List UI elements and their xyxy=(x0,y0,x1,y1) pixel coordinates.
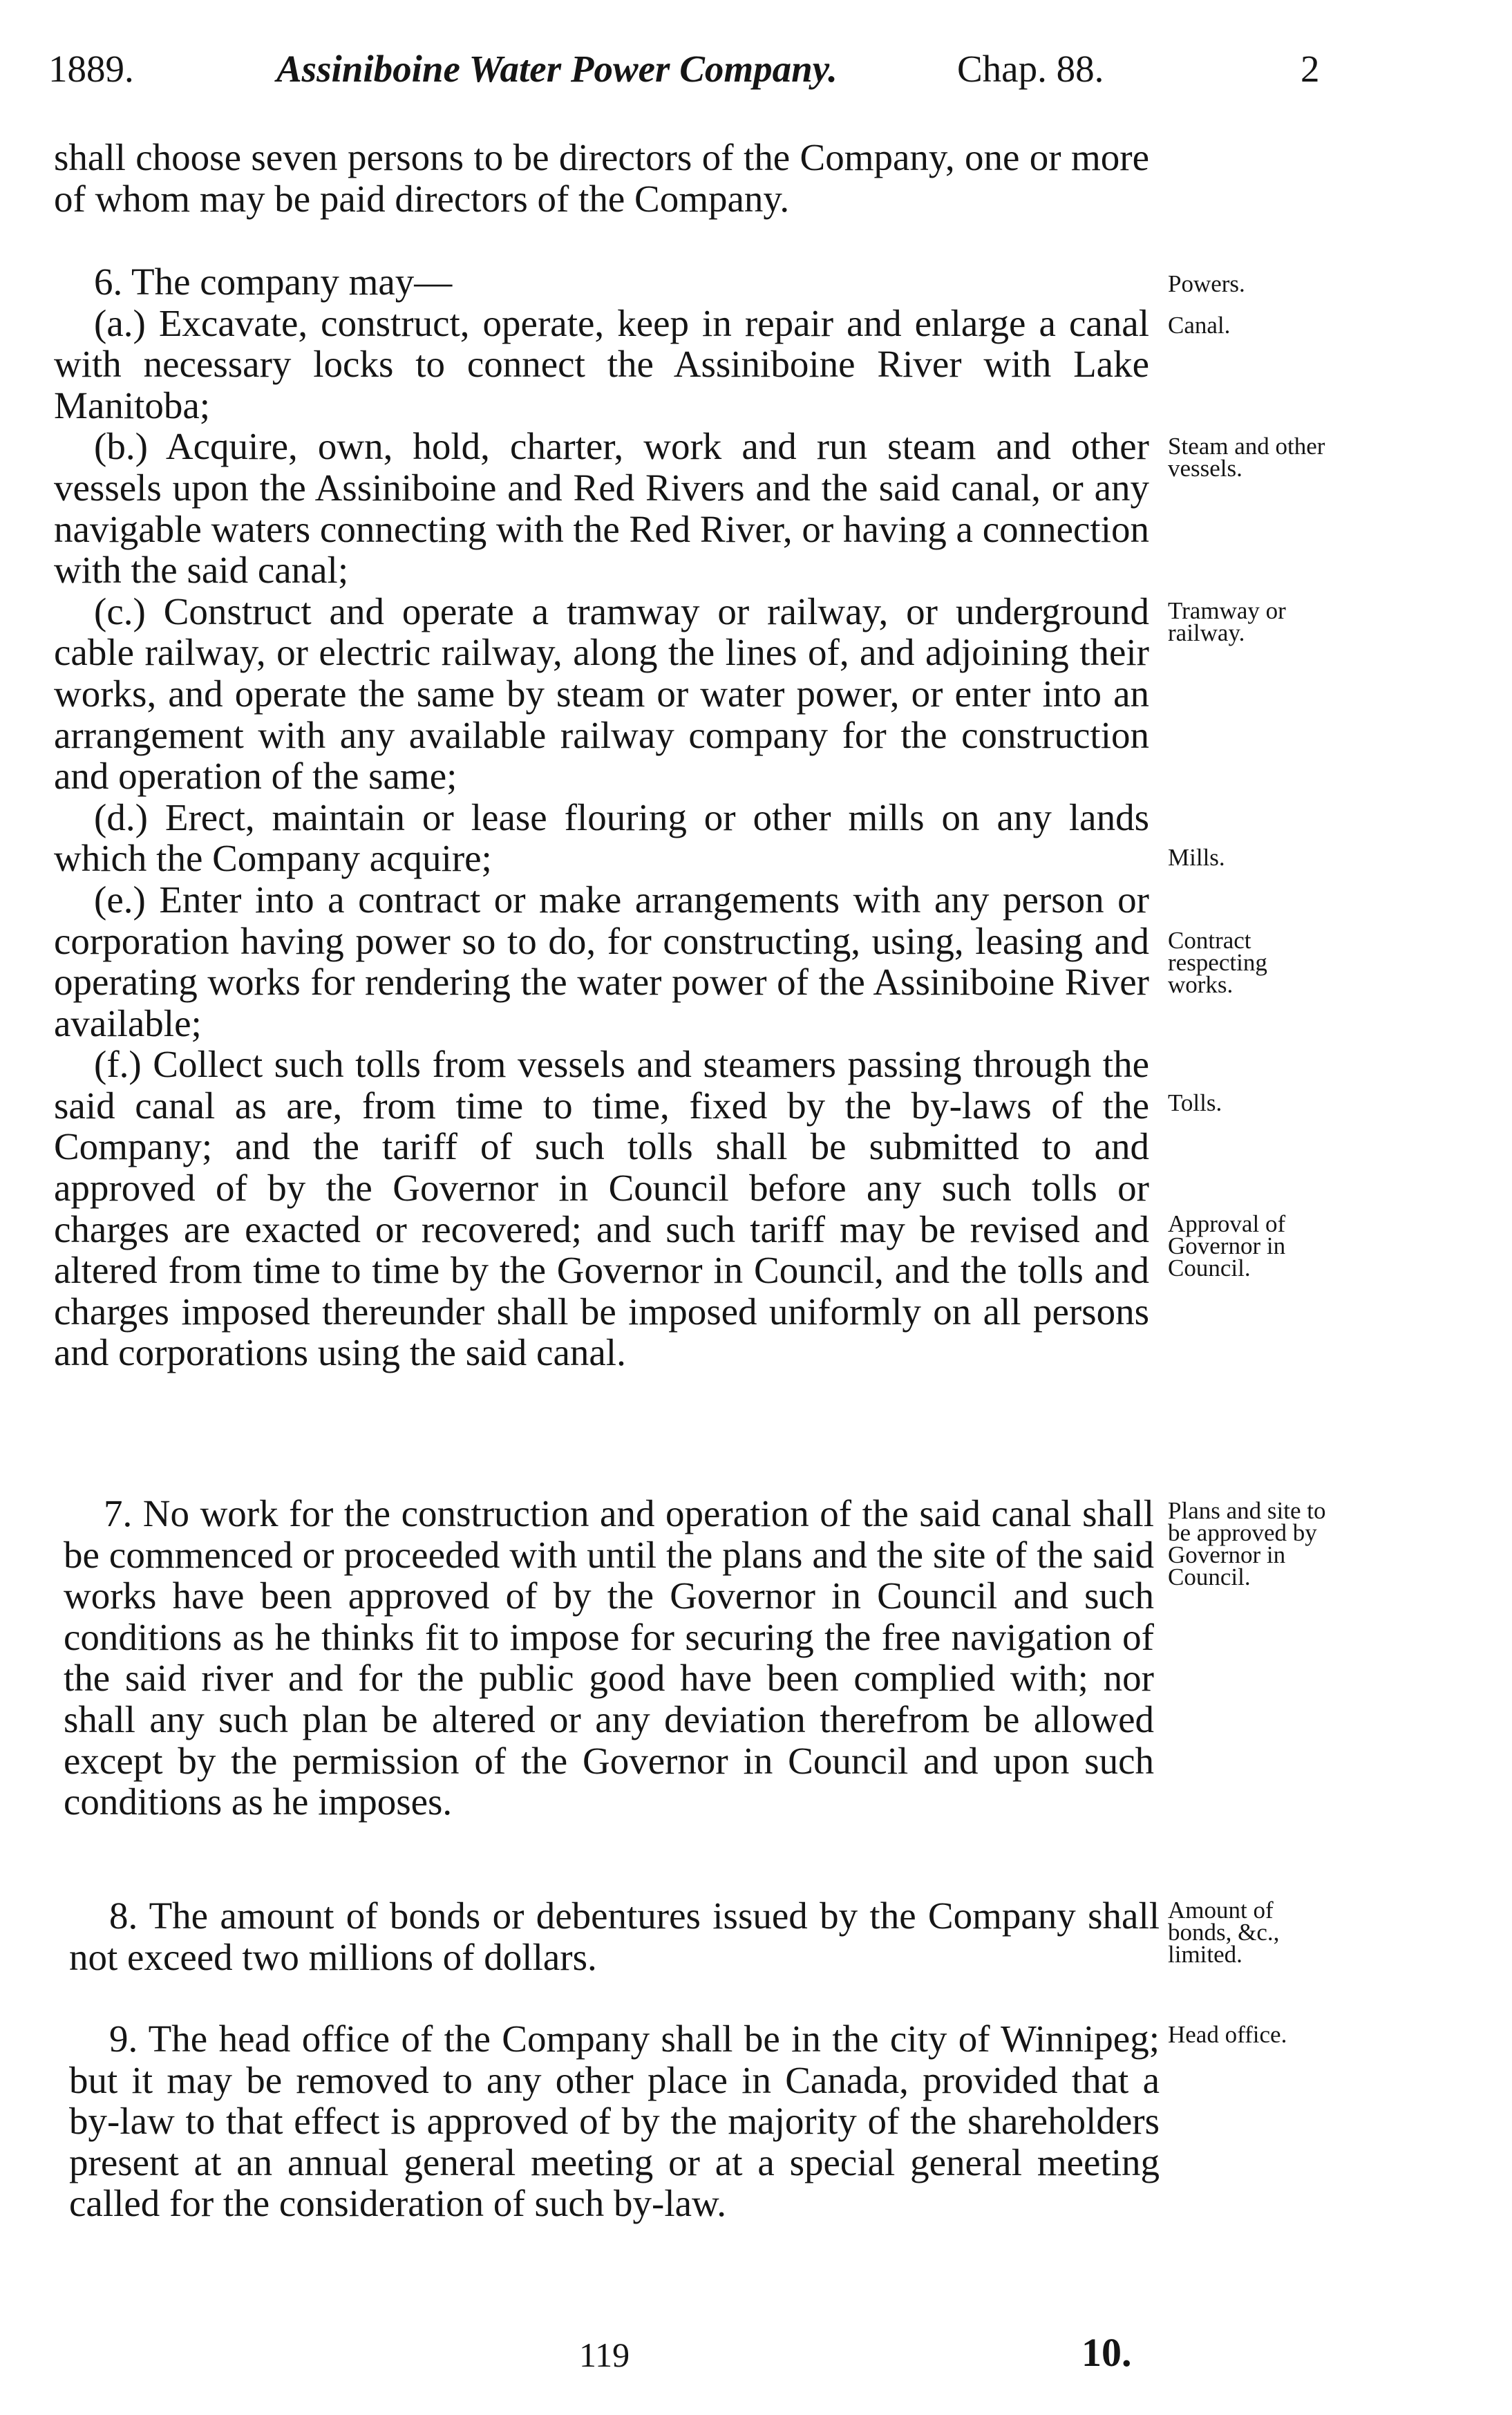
intro-paragraph-block xyxy=(54,137,1149,219)
margin-note-tramway: Tramway or railway. xyxy=(1168,597,1286,646)
section-6 xyxy=(54,261,1149,1373)
section-8-text: 8. The amount of bonds or debentures issued by the Company shall not exceed two millions of dollars. xyxy=(69,1895,1160,1978)
header-chapter: Chap. 88. xyxy=(957,48,1104,90)
margin-note-canal: Canal. xyxy=(1168,312,1231,339)
margin-note-mills: Mills. xyxy=(1168,844,1225,871)
margin-note-approval: Approval of Governor in Council. xyxy=(1168,1210,1286,1281)
section-6-e: (e.) Enter into a contract or make arrangements with any person or corporation having power so to do, for constructing, using, leasing and operating works for rendering the water power of the Assiniboine River available; xyxy=(54,878,1149,1044)
section-7 xyxy=(64,1493,1154,1823)
section-6-f: (f.) Collect such tolls from vessels and steamers passing through the said canal as are, from time to time, fixed by the by-laws of the Company; and the tariff of such tolls shall be submitted to and approved of by the Governor in Council before any such tolls or charges are exacted or recovered; and such tariff may be revised and altered from time to time by the Governor in Council, and the tolls and charges imposed thereunder shall be imposed uniformly on all persons and corporations using the said canal. xyxy=(54,1043,1149,1374)
margin-note-steam-vessels: Steam and other vessels. xyxy=(1168,433,1325,482)
section-6-a: (a.) Excavate, construct, operate, keep in repair and enlarge a canal with necessary locks to connect the Assiniboine River with Lake Manitoba; xyxy=(54,301,1149,426)
margin-note-contract: Contract respecting works. xyxy=(1168,927,1267,998)
margin-note-tolls: Tolls. xyxy=(1168,1089,1222,1116)
section-6-c: (c.) Construct and operate a tramway or railway, or underground cable railway, or electric railway, along the lines of, and adjoining their works, and operate the same by steam or water power, or enter into an arrangement with any available railway company for the construction and operation of the same; xyxy=(54,590,1149,798)
catchword: 10. xyxy=(1081,2330,1132,2375)
section-6-d: (d.) Erect, maintain or lease flouring or other mills on any lands which the Company acquire; xyxy=(54,796,1149,880)
folio-number: 119 xyxy=(579,2336,630,2374)
section-6-heading: 6. The company may— xyxy=(94,261,453,303)
section-9-text: 9. The head office of the Company shall be in the city of Winnipeg; but it may be removed to any other place in Canada, provided that a by-law to that effect is approved of by the majority of the shareholders present at an annual general meeting or at a special general meeting called for the consideration of such by-law. xyxy=(69,2018,1160,2225)
section-6-b: (b.) Acquire, own, hold, charter, work and run steam and other vessels upon the Assiniboine and Red Rivers and the said canal, or any navigable waters connecting with the Red River, or having a connection with the said canal; xyxy=(54,425,1149,592)
header-title: Assiniboine Water Power Company. xyxy=(276,48,838,90)
intro-paragraph: shall choose seven persons to be directors of the Company, one or more of whom may be paid directors of the Company. xyxy=(54,136,1149,220)
section-7-text: 7. No work for the construction and operation of the said canal shall be commenced or proceeded with until the plans and the site of the said works have been approved of by the Governor in Council and such conditions as he thinks fit to impose for securing the free navigation of the said river and for the public good have been complied with; nor shall any such plan be altered or any deviation therefrom be allowed except by the permission of the Governor in Council and upon such conditions as he imposes. xyxy=(64,1492,1154,1823)
header-year: 1889. xyxy=(48,48,134,90)
margin-note-powers: Powers. xyxy=(1168,270,1245,297)
margin-note-plans-site: Plans and site to be approved by Governor in Council. xyxy=(1168,1497,1326,1590)
margin-note-head-office: Head office. xyxy=(1168,2021,1287,2048)
section-9 xyxy=(69,2018,1160,2224)
section-8 xyxy=(69,1895,1160,1977)
margin-note-bonds: Amount of bonds, &c., limited. xyxy=(1168,1897,1280,1968)
header-page-number: 2 xyxy=(1301,48,1320,90)
